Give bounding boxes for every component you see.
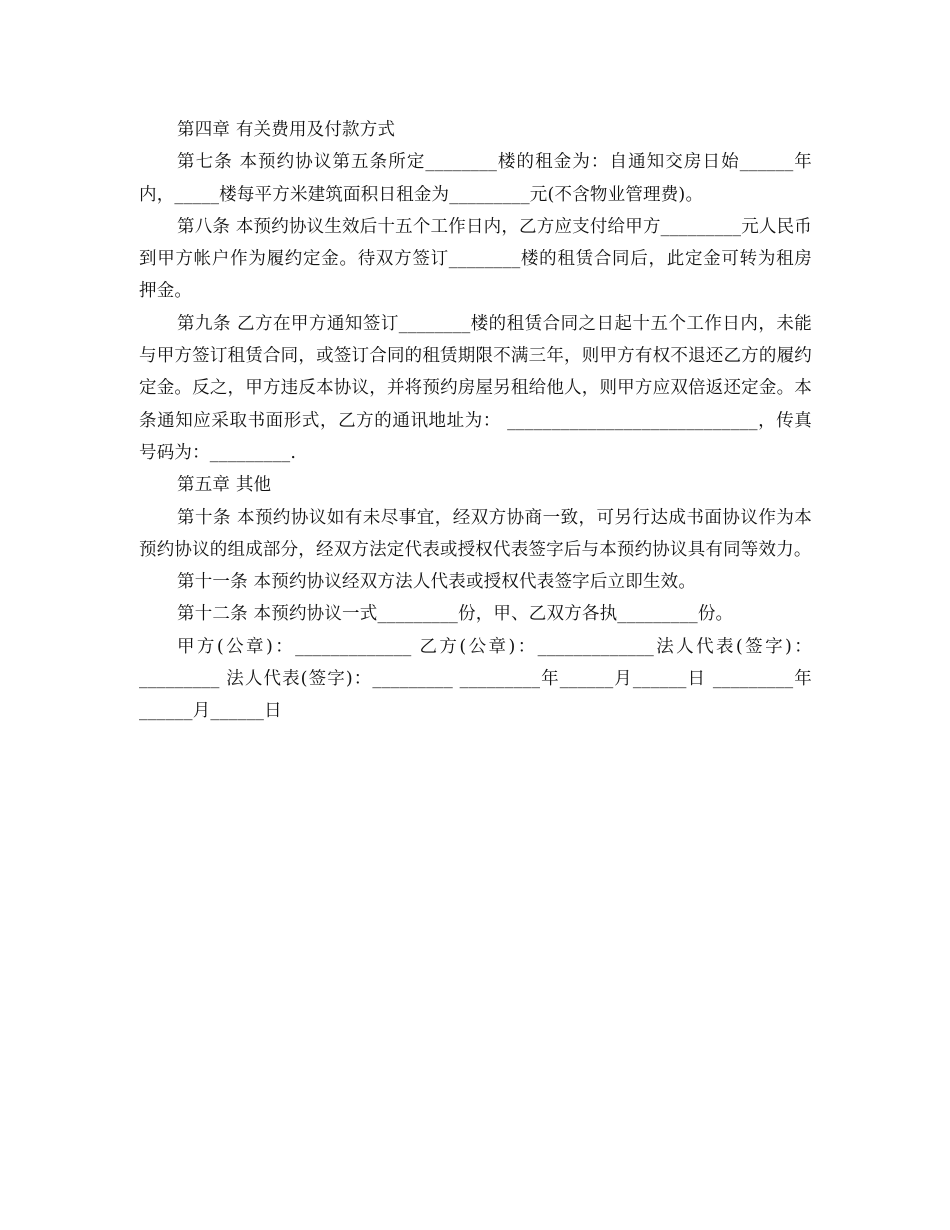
document-body: [139, 114, 812, 728]
signature-block: 甲方(公章)：_____________ 乙方(公章)：_____________法人代表(签字)：_________ 法人代表(签字)：_________ _________年______月______日 _________年______月______日: [139, 636, 812, 722]
chapter-5-heading: 第五章 其他: [177, 475, 272, 496]
article-12-paragraph: 第十二条 本预约协议一式_________份，甲、乙双方各执_________份。: [177, 604, 734, 625]
article-10-paragraph: 第十条 本预约协议如有未尽事宜，经双方协商一致，可另行达成书面协议作为本预约协议的组成部分，经双方法定代表或授权代表签字后与本预约协议具有同等效力。: [139, 507, 812, 560]
chapter-4-heading: 第四章 有关费用及付款方式: [177, 120, 396, 140]
article-8-paragraph: 第八条 本预约协议生效后十五个工作日内，乙方应支付给甲方_________元人民币到甲方帐户作为履约定金。待双方签订________楼的租赁合同后，此定金可转为租房押金。: [139, 216, 813, 302]
article-11-paragraph: 第十一条 本预约协议经双方法人代表或授权代表签字后立即生效。: [177, 572, 697, 593]
article-9-paragraph: 第九条 乙方在甲方通知签订________楼的租赁合同之日起十五个工作日内，未能与甲方签订租赁合同，或签订合同的租赁期限不满三年，则甲方有权不退还乙方的履约定金。反之，甲方违反本协议，并将预约房屋另租给他人，则甲方应双倍返还定金。本条通知应采取书面形式，乙方的通讯地址为： ____________________________，传真号码为：_________.: [139, 313, 812, 463]
article-7-paragraph: 第七条 本预约协议第五条所定________楼的租金为：自通知交房日始______年内，_____楼每平方米建筑面积日租金为_________元(不含物业管理费)。: [139, 152, 812, 205]
